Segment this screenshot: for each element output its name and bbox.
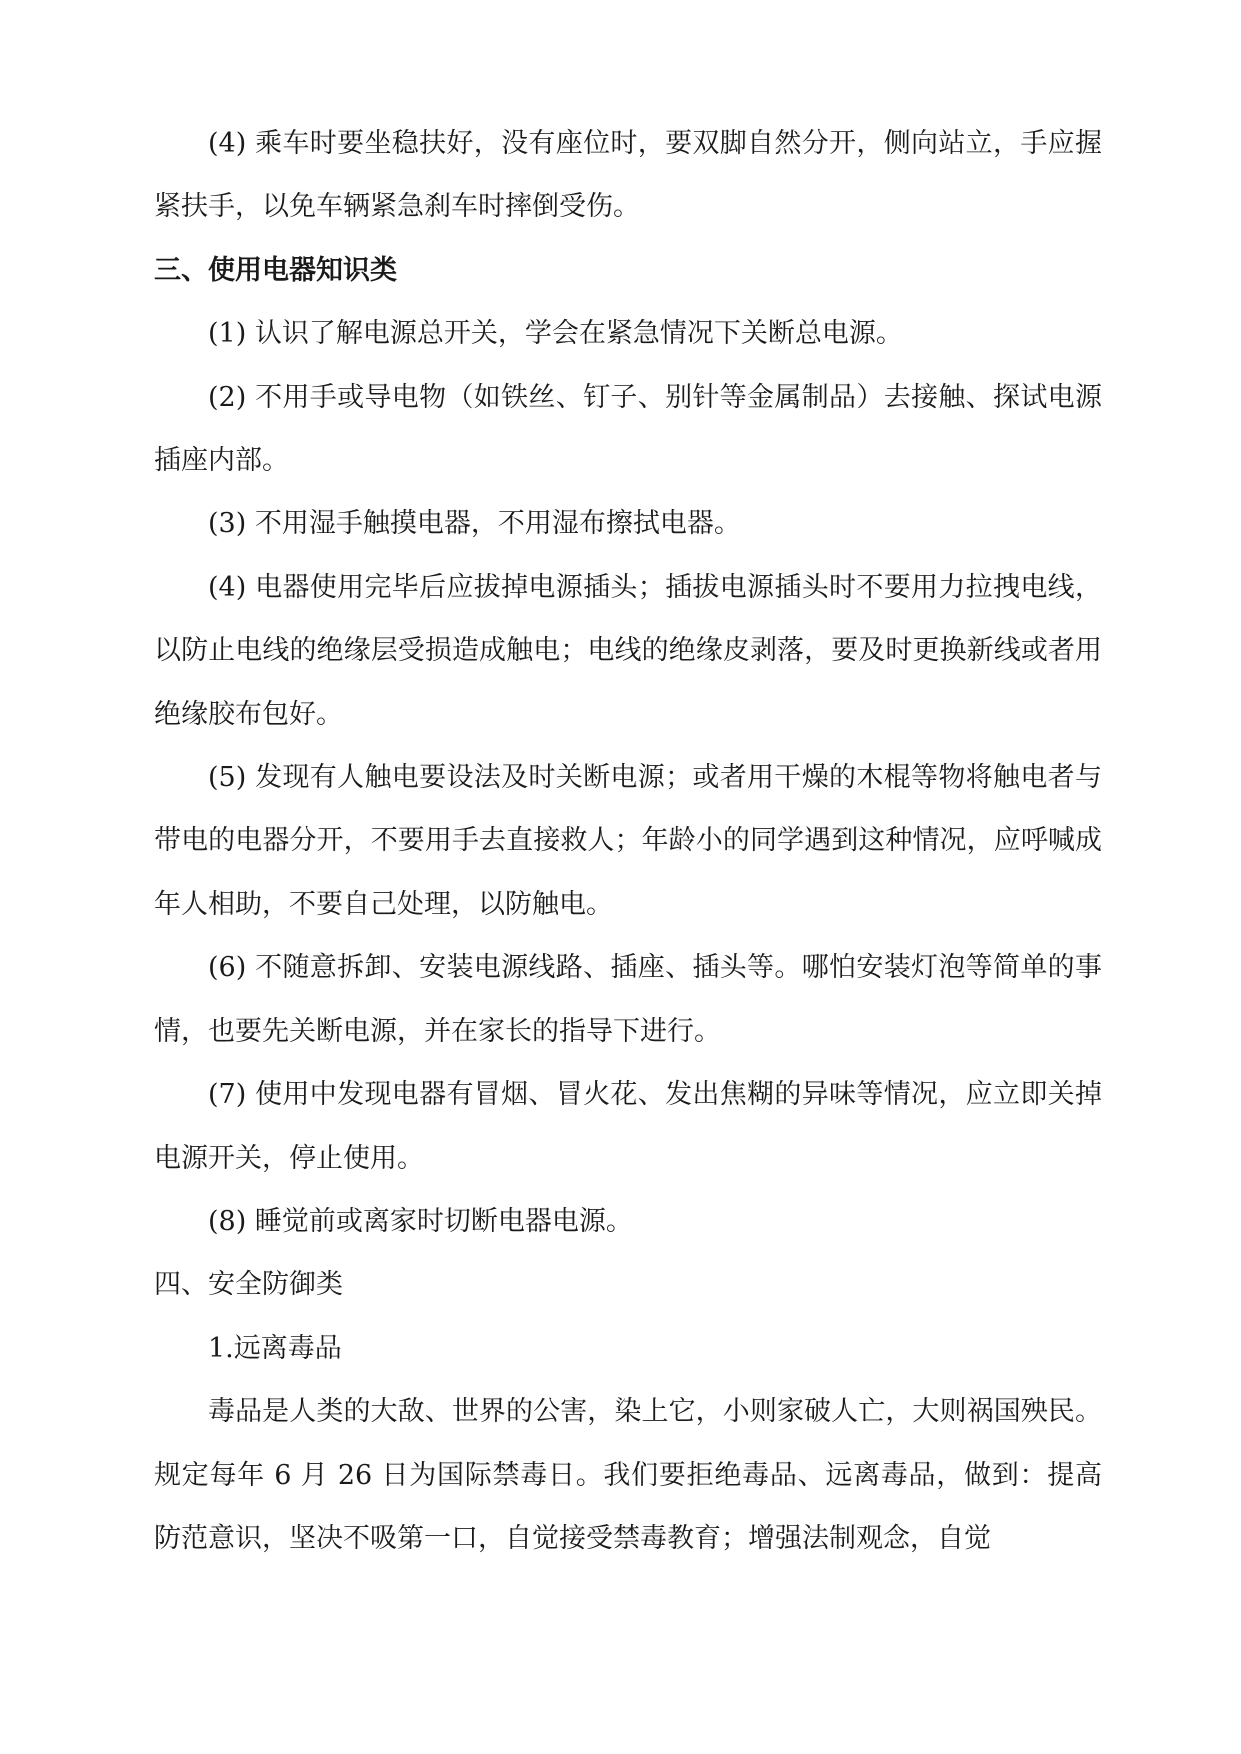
paragraph-electrical-1: (1) 认识了解电源总开关，学会在紧急情况下关断总电源。 xyxy=(208,318,903,350)
document-body xyxy=(154,112,1102,1570)
subheading-stay-away-from-drugs: 1.远离毒品 xyxy=(208,1332,342,1364)
paragraph-electrical-4: (4) 电器使用完毕后应拔掉电源插头；插拔电源插头时不要用力拉拽电线，以防止电线的绝缘层受损造成触电；电线的绝缘皮剥落，要及时更换新线或者用绝缘胶布包好。 xyxy=(154,571,1102,730)
heading-electrical-knowledge: 三、使用电器知识类 xyxy=(154,254,397,286)
paragraph-ride-safety-4: (4) 乘车时要坐稳扶好，没有座位时，要双脚自然分开，侧向站立，手应握紧扶手，以免车辆紧急刹车时摔倒受伤。 xyxy=(154,128,1102,223)
paragraph-electrical-6: (6) 不随意拆卸、安装电源线路、插座、插头等。哪怕安装灯泡等简单的事情，也要先关断电源，并在家长的指导下进行。 xyxy=(154,952,1102,1047)
paragraph-electrical-3: (3) 不用湿手触摸电器，不用湿布擦拭电器。 xyxy=(208,508,741,540)
paragraph-electrical-8: (8) 睡觉前或离家时切断电器电源。 xyxy=(208,1205,633,1237)
paragraph-electrical-2: (2) 不用手或导电物（如铁丝、钉子、别针等金属制品）去接触、探试电源插座内部。 xyxy=(154,381,1102,477)
heading-safety-defense: 四、安全防御类 xyxy=(154,1269,343,1301)
paragraph-electrical-5: (5) 发现有人触电要设法及时关断电源；或者用干燥的木棍等物将触电者与带电的电器分开，不要用手去直接救人；年龄小的同学遇到这种情况，应呼喊成年人相助，不要自己处理，以防触电。 xyxy=(154,762,1102,920)
paragraph-drugs: 毒品是人类的大敌、世界的公害，染上它，小则家破人亡，大则祸国殃民。规定每年 6 月 26 日为国际禁毒日。我们要拒绝毒品、远离毒品，做到：提高防范意识，坚决不吸第一口，自觉接受禁毒教育；增强法制观念，自觉 xyxy=(154,1396,1102,1554)
paragraph-electrical-7: (7) 使用中发现电器有冒烟、冒火花、发出焦糊的异味等情况，应立即关掉电源开关，停止使用。 xyxy=(154,1079,1102,1174)
